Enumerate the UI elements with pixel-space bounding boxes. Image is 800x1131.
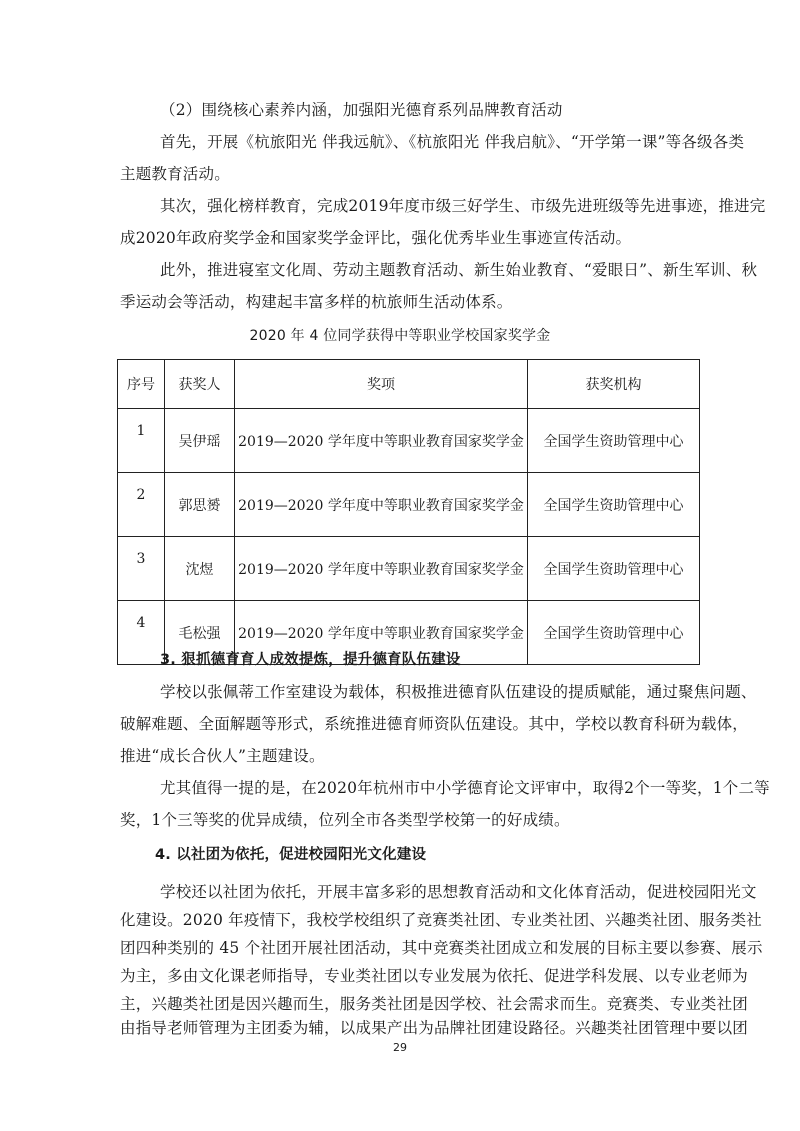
header-winner: 获奖人 bbox=[165, 360, 235, 409]
header-award: 奖项 bbox=[235, 360, 528, 409]
cell-seq: 1 bbox=[118, 409, 165, 473]
paragraph-line: 此外，推进寝室文化周、劳动主题教育活动、新生始业教育、“爱眼日”、新生军训、秋 bbox=[160, 261, 758, 279]
cell-seq: 4 bbox=[118, 601, 165, 665]
paragraph-line: 为主，多由文化课老师指导，专业类社团以专业发展为依托、促进学科发展、以专业老师为 bbox=[120, 967, 749, 985]
paragraph-line: 推进“成长合伙人”主题建设。 bbox=[120, 747, 325, 765]
paragraph-line: 破解难题、全面解题等形式，系统推进德育师资队伍建设。其中，学校以教育科研为载体， bbox=[120, 715, 749, 733]
paragraph-line: 其次，强化榜样教育，完成2019年度市级三好学生、市级先进班级等先进事迹，推进完 bbox=[160, 197, 766, 215]
cell-winner: 吴伊瑶 bbox=[165, 409, 235, 473]
header-organization: 获奖机构 bbox=[528, 360, 700, 409]
table-row bbox=[118, 473, 700, 537]
cell-organization: 全国学生资助管理中心 bbox=[528, 473, 700, 537]
section-3-heading: 3. 狠抓德育育人成效提炼，提升德育队伍建设 bbox=[160, 652, 461, 668]
cell-award: 2019—2020 学年度中等职业教育国家奖学金 bbox=[235, 601, 528, 665]
cell-seq: 3 bbox=[118, 537, 165, 601]
award-table bbox=[117, 359, 700, 665]
cell-seq: 2 bbox=[118, 473, 165, 537]
cell-organization: 全国学生资助管理中心 bbox=[528, 601, 700, 665]
table-row bbox=[118, 409, 700, 473]
section-2-heading: （2）围绕核心素养内涵，加强阳光德育系列品牌教育活动 bbox=[160, 101, 563, 119]
paragraph-line: 主，兴趣类社团是因兴趣而生，服务类社团是因学校、社会需求而生。竞赛类、专业类社团 bbox=[120, 995, 749, 1013]
cell-winner: 毛松强 bbox=[165, 601, 235, 665]
paragraph-line: 团四种类别的 45 个社团开展社团活动，其中竞赛类社团成立和发展的目标主要以参赛、展示 bbox=[120, 939, 763, 957]
paragraph-line: 奖，1个三等奖的优异成绩，位列全市各类型学校第一的好成绩。 bbox=[120, 811, 570, 829]
section-4-heading: 4. 以社团为依托，促进校园阳光文化建设 bbox=[155, 847, 427, 863]
cell-award: 2019—2020 学年度中等职业教育国家奖学金 bbox=[235, 409, 528, 473]
paragraph-line: 学校以张佩蒂工作室建设为载体，积极推进德育队伍建设的提质赋能，通过聚焦问题、 bbox=[160, 683, 757, 701]
cell-organization: 全国学生资助管理中心 bbox=[528, 537, 700, 601]
paragraph-line: 由指导老师管理为主团委为辅，以成果产出为品牌社团建设路径。兴趣类社团管理中要以团 bbox=[120, 1019, 749, 1037]
table-header-row bbox=[118, 360, 700, 409]
cell-award: 2019—2020 学年度中等职业教育国家奖学金 bbox=[235, 473, 528, 537]
paragraph-line: 主题教育活动。 bbox=[120, 165, 230, 183]
paragraph-line: 首先，开展《杭旅阳光 伴我远航》、《杭旅阳光 伴我启航》、“开学第一课”等各级各类 bbox=[160, 133, 745, 151]
paragraph-line: 化建设。2020 年疫情下，我校学校组织了竞赛类社团、专业类社团、兴趣类社团、服务类社 bbox=[120, 911, 762, 929]
header-seq: 序号 bbox=[118, 360, 165, 409]
paragraph-line: 学校还以社团为依托，开展丰富多彩的思想教育活动和文化体育活动，促进校园阳光文 bbox=[160, 883, 757, 901]
table-caption: 2020 年 4 位同学获得中等职业学校国家奖学金 bbox=[249, 328, 551, 344]
cell-winner: 郭思赟 bbox=[165, 473, 235, 537]
paragraph-line: 成2020年政府奖学金和国家奖学金评比，强化优秀毕业生事迹宣传活动。 bbox=[120, 229, 632, 247]
paragraph-line: 尤其值得一提的是，在2020年杭州市中小学德育论文评审中，取得2个一等奖，1个二等 bbox=[160, 779, 770, 797]
page-number: 29 bbox=[393, 1041, 407, 1054]
cell-organization: 全国学生资助管理中心 bbox=[528, 409, 700, 473]
paragraph-line: 季运动会等活动，构建起丰富多样的杭旅师生活动体系。 bbox=[120, 293, 513, 311]
cell-winner: 沈煜 bbox=[165, 537, 235, 601]
cell-award: 2019—2020 学年度中等职业教育国家奖学金 bbox=[235, 537, 528, 601]
table-row bbox=[118, 537, 700, 601]
